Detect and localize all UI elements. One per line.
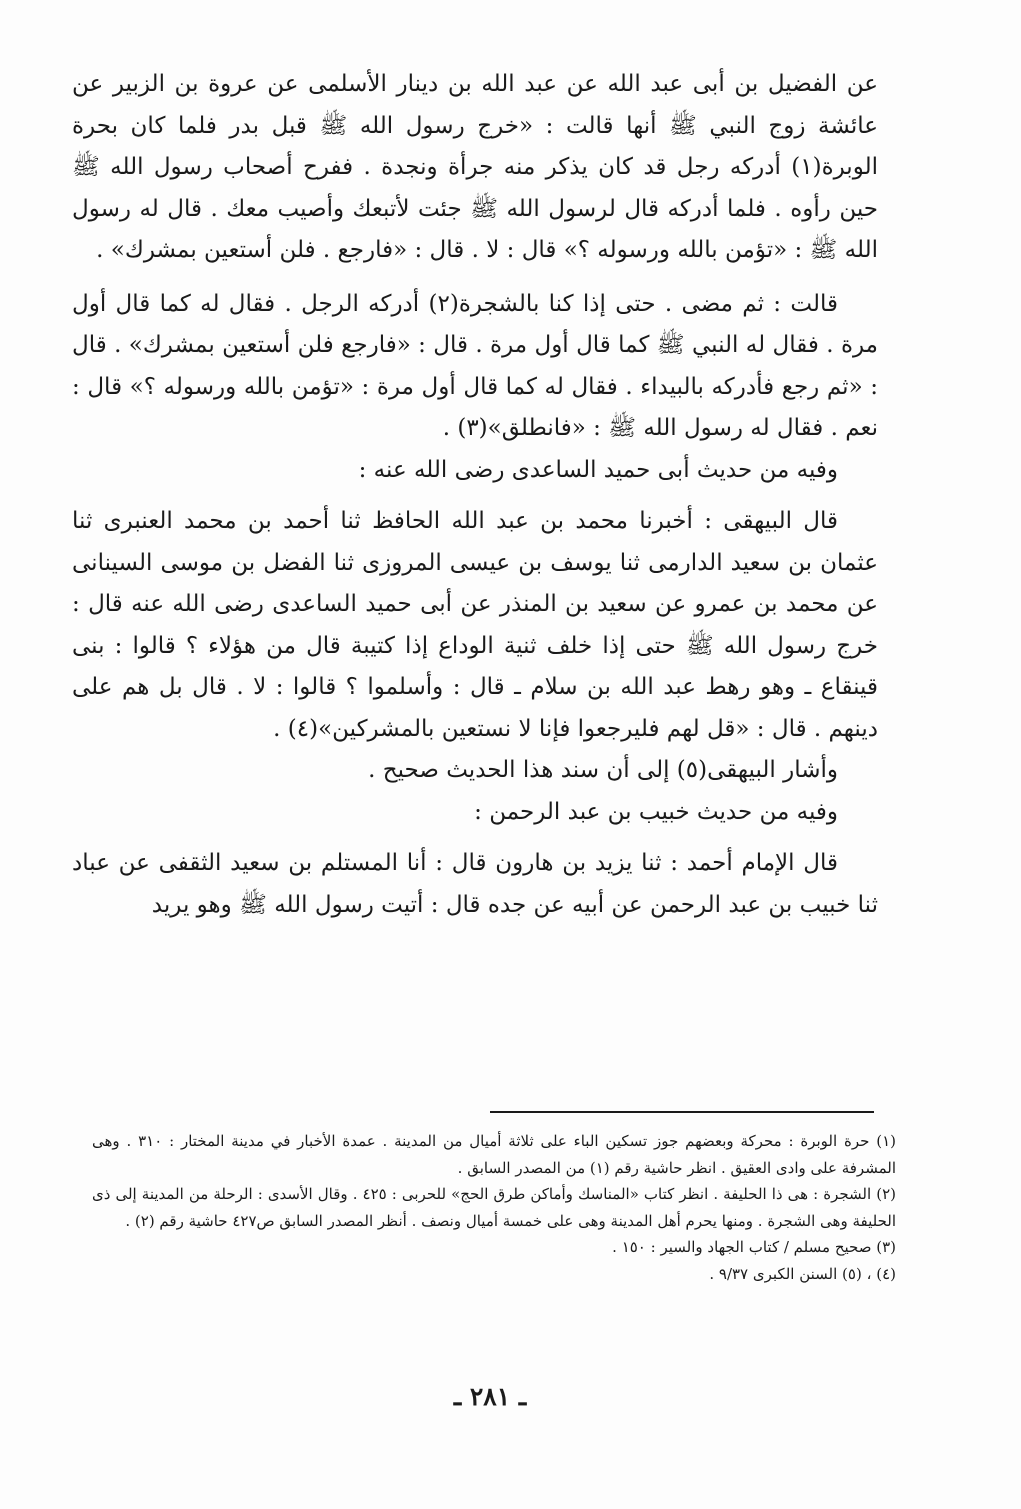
footnote-3: (٣) صحيح مسلم / كتاب الجهاد والسير : ١٥٠ . [612,1238,896,1256]
footnote-4-5: (٤) ، (٥) السنن الكبرى ٩/٣٧ . [709,1264,896,1283]
footnote-2: (٢) الشجرة : هى ذا الحليفة . انظر كتاب «المناسك وأماكن طرق الحج» للحربى : ٤٢٥ . وقال الأسدى : الرحلة من المدينة إلى ذى الحليفة وهى الشجرة . ومنها يحرم أهل المدينة وهى على خمسة أميال ونصف . أنظر المصدر السابق ص٤٢٧ حاشية رقم (٢) . [92,1185,896,1230]
section-heading-abu-humayd: وفيه من حديث أبى حميد الساعدى رضى الله عنه : [358,456,838,483]
section-heading-khubayb: وفيه من حديث خبيب بن عبد الرحمن : [474,798,838,825]
footnote-separator [490,1111,874,1113]
footnotes-block [92,1128,896,1287]
paragraph-ahmad-narration: قال الإمام أحمد : ثنا يزيد بن هارون قال : أنا المستلم بن سعيد الثقفى عن عباد ثنا خبيب بن عبد الرحمن عن أبيه عن جده قال : أتيت رسول الله ﷺ وهو يريد [72,850,878,918]
main-text-body [72,64,878,926]
paragraph-bayhaqi-narration: قال البيهقى : أخبرنا محمد بن عبد الله الحافظ ثنا أحمد بن محمد العنبرى ثنا عثمان بن سعيد الدارمى ثنا يوسف بن عيسى المروزى ثنا الفضل بن موسى السينانى عن محمد بن عمرو عن سعيد بن المنذر عن أبى حميد الساعدى رضى الله عنه قال : خرج رسول الله ﷺ حتى إذا خلف ثنية الوداع إذا كتيبة قال من هؤلاء ؟ قالوا : بنى قينقاع ـ وهو رهط عبد الله بن سلام ـ قال : وأسلموا ؟ قالوا : لا . قال بل هم على دينهم . قال : «قل لهم فليرجعوا فإنا لا نستعين بالمشركين»(٤) . [72,508,878,742]
footnote-1: (١) حرة الوبرة : محركة وبعضهم جوز تسكين الباء على ثلاثة أميال من المدينة . عمدة الأخبار في مدينة المختار : ٣١٠ . وهى المشرفة على وادى العقيق . انظر حاشية رقم (١) من المصدر السابق . [92,1132,896,1177]
paragraph-bayhaqi-note: وأشار البيهقى(٥) إلى أن سند هذا الحديث صحيح . [368,757,838,783]
paragraph-return-story: قالت : ثم مضى . حتى إذا كنا بالشجرة(٢) أدركه الرجل . فقال له كما قال أول مرة . فقال له النبي ﷺ كما قال أول مرة . قال : «فارجع فلن أستعين بمشرك» . قال : «ثم رجع فأدركه بالبيداء . فقال له كما قال أول مرة : «تؤمن بالله ورسوله ؟» قال : نعم . فقال له رسول الله ﷺ : «فانطلق»(٣) . [72,290,878,441]
page-number: ـ ٢٨١ ـ [453,1382,527,1411]
paragraph-aisha-hadith: عن الفضيل بن أبى عبد الله عن عبد الله بن دينار الأسلمى عن عروة بن الزبير عن عائشة زوج النبي ﷺ أنها قالت : «خرج رسول الله ﷺ قبل بدر فلما كان بحرة الوبرة(١) أدركه رجل قد كان يذكر منه جرأة ونجدة . ففرح أصحاب رسول الله ﷺ حين رأوه . فلما أدركه قال لرسول الله ﷺ جئت لأتبعك وأصيب معك . قال له رسول الله ﷺ : «تؤمن بالله ورسوله ؟» قال : لا . قال : «فارجع . فلن أستعين بمشرك» . [72,71,878,263]
